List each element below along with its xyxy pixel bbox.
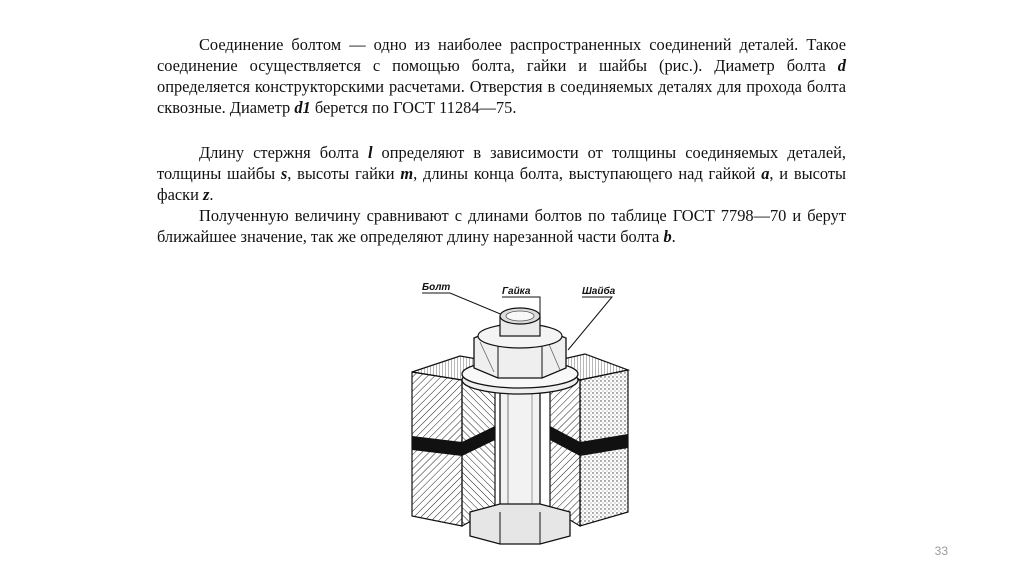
variable-symbol: m [400,164,414,183]
variable-symbol: s [280,164,288,183]
text-segment: , длины конца болта, выступающего над гайкой [413,164,762,183]
variable-symbol: a [761,164,770,183]
label-nut: Гайка [502,286,531,297]
text-segment: Соединение болтом — одно из наиболее распространенных соединений деталей. Такое соединение осуществляется с помощью болта, гайки и шайбы (рис.). Диаметр болта [157,35,846,75]
paragraph-3 [157,205,846,247]
text-segment: . [671,227,676,246]
text-segment: , и высоты фаски [157,164,847,204]
paragraph-1 [157,34,846,118]
text-block-2 [157,142,846,247]
variable-symbol: d [837,56,846,75]
text-segment: берется по ГОСТ 11284—75. [310,98,517,117]
text-segment: определяют в зависимости от толщины соединяемых деталей, толщины шайбы [157,143,846,183]
variable-symbol: z [203,185,210,204]
text-segment: , высоты гайки [287,164,401,183]
bolt-connection-figure [400,276,640,546]
variable-symbol: l [367,143,373,162]
text-segment: Длину стержня болта [199,143,368,162]
label-washer: Шайба [582,286,616,297]
paragraph-2 [157,142,846,205]
label-bolt: Болт [422,282,451,293]
variable-symbol: b [663,227,672,246]
variable-symbol: d1 [294,98,311,117]
text-segment: . [209,185,214,204]
text-block-1 [157,34,846,118]
text-segment: Полученную величину сравнивают с длинами болтов по таблице ГОСТ 7798—70 и берут ближайшее значение, так же определяют длину нарезанной части болта [157,206,846,246]
slide-number: 33 [934,544,948,558]
bolt-connection-drawing [400,276,640,546]
text-segment: определяется конструкторскими расчетами. Отверстия в соединяемых деталях для прохода болта сквозные. Диаметр [157,77,846,117]
